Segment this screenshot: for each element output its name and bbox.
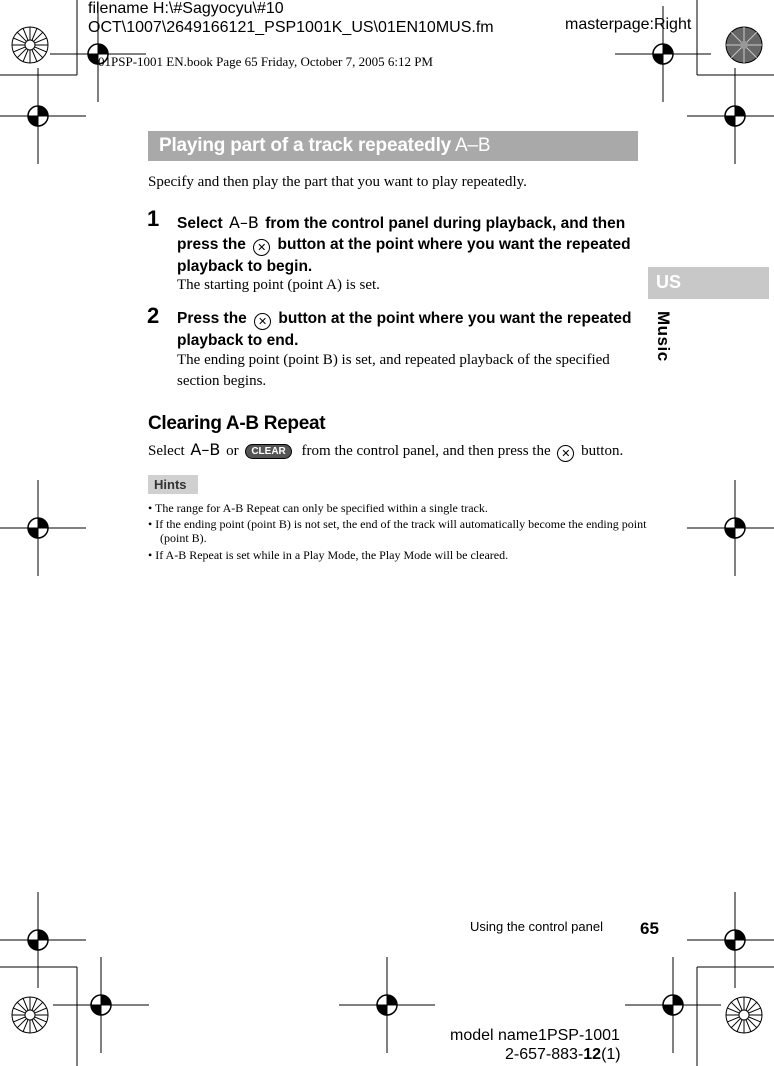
cross-button-icon: ✕	[253, 239, 270, 256]
model-number	[505, 1046, 621, 1064]
hints-label: Hints	[154, 477, 187, 492]
step-1-text-c: button at the point where you want the repeated playback to begin.	[177, 236, 631, 275]
clear-icon: CLEAR	[245, 444, 291, 459]
clearing-text-a: Select	[148, 443, 185, 459]
model-name: model name1PSP-1001	[450, 1027, 620, 1044]
step-1-text-a: Select	[177, 215, 223, 232]
section-title	[159, 135, 490, 157]
registration-mark-icon	[0, 480, 86, 576]
clearing-text-c: button.	[581, 443, 624, 459]
color-wheel-icon	[726, 27, 762, 63]
registration-mark-icon	[625, 957, 721, 1053]
model-number-a: 2-657-883-	[505, 1046, 584, 1063]
intro-text: Specify and then play the part that you want to play repeatedly.	[148, 174, 527, 190]
step-2-text-b: button at the point where you want the repeated playback to end.	[177, 310, 632, 349]
ab-repeat-icon: A–B	[455, 135, 491, 156]
registration-mark-icon	[687, 892, 774, 988]
step-1-number: 1	[147, 206, 160, 231]
section-banner	[148, 131, 638, 161]
step-2-number: 2	[147, 303, 160, 328]
clearing-text-or: or	[226, 443, 239, 459]
step-2-description: The ending point (point B) is set, and repeated playback of the specified section begins.	[177, 352, 610, 389]
chapter-label: Music	[654, 311, 673, 362]
cross-button-icon: ✕	[557, 445, 574, 462]
footer-section-title: Using the control panel	[470, 919, 603, 934]
color-wheel-icon	[12, 27, 48, 63]
file-path-line1: filename H:\#Sagyocyu\#10	[88, 0, 284, 17]
clearing-text-b: from the control panel, and then press the	[301, 443, 551, 459]
registration-mark-icon	[53, 957, 149, 1053]
book-info: 01PSP-1001 EN.book Page 65 Friday, October 7, 2005 6:12 PM	[98, 54, 433, 69]
cross-button-icon: ✕	[254, 313, 271, 330]
step-1-text-b: from the control panel during playback, and then press the	[177, 215, 626, 253]
hint-item: • If A-B Repeat is set while in a Play Mode, the Play Mode will be cleared.	[148, 548, 509, 562]
hint-item: • If the ending point (point B) is not set, the end of the track will automatically become the ending point (point B).	[148, 517, 647, 545]
hints-label-box	[148, 475, 198, 494]
region-label: US	[656, 272, 682, 292]
step-1-text	[177, 212, 637, 277]
section-title-text: Playing part of a track repeatedly	[159, 135, 452, 156]
registration-mark-icon	[0, 892, 86, 988]
color-wheel-icon	[12, 997, 48, 1033]
color-wheel-icon	[726, 997, 762, 1033]
registration-mark-icon	[687, 480, 774, 576]
clearing-heading: Clearing A-B Repeat	[148, 413, 326, 434]
ab-repeat-icon: A–B	[228, 213, 259, 232]
registration-mark-icon	[687, 68, 774, 164]
masterpage-label: masterpage:Right	[565, 16, 692, 33]
clearing-text	[148, 440, 623, 462]
model-number-b: 12	[583, 1046, 602, 1063]
step-2-text	[177, 308, 637, 351]
ab-repeat-icon: A–B	[190, 440, 221, 459]
model-number-c: (1)	[601, 1046, 621, 1063]
registration-mark-icon	[0, 68, 86, 164]
region-tab	[648, 267, 769, 299]
step-2-text-a: Press the	[177, 310, 247, 327]
step-1-description: The starting point (point A) is set.	[177, 277, 380, 293]
page-number: 65	[640, 919, 659, 938]
file-path-line2: OCT\1007\2649166121_PSP1001K_US\01EN10MUS.fm	[88, 19, 494, 36]
registration-mark-icon	[339, 957, 435, 1053]
hint-item: • The range for A-B Repeat can only be specified within a single track.	[148, 501, 488, 515]
